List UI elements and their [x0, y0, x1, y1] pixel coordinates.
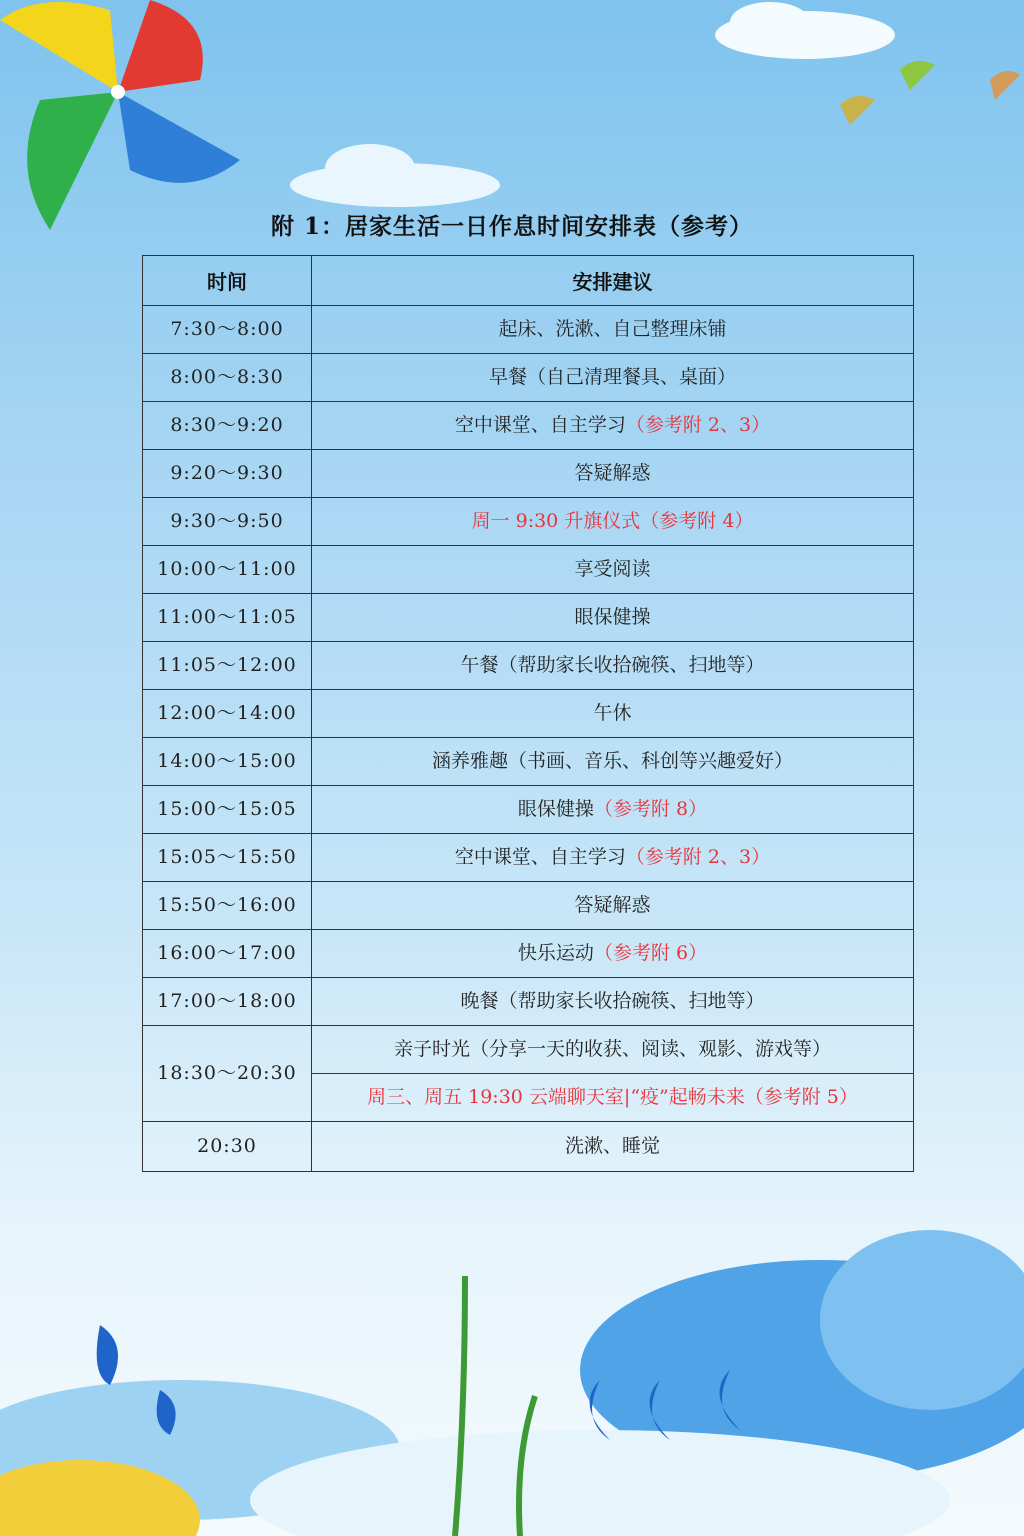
time-cell: 17:00～18:00	[143, 978, 312, 1026]
time-cell: 18:30～20:30	[143, 1026, 312, 1122]
table-row	[143, 306, 914, 354]
table-row	[143, 450, 914, 498]
plan-text: 享受阅读	[574, 558, 651, 581]
plan-note: （参考附 8）	[593, 798, 708, 821]
table-row	[143, 882, 914, 930]
plan-text: 空中课堂、自主学习	[454, 414, 626, 437]
table-row	[143, 594, 914, 642]
time-cell: 12:00～14:00	[143, 690, 312, 738]
plan-text: 答疑解惑	[574, 462, 651, 485]
plan-text: 眼保健操	[574, 606, 651, 629]
table-row	[143, 930, 914, 978]
page-title: 附 1：居家生活一日作息时间安排表（参考）	[270, 213, 753, 240]
plan-cell: 亲子时光（分享一天的收获、阅读、观影、游戏等）	[312, 1026, 914, 1074]
plan-text: 午休	[593, 702, 632, 725]
time-cell: 16:00～17:00	[143, 930, 312, 978]
plan-cell: 洗漱、睡觉	[312, 1122, 914, 1172]
time-cell: 14:00～15:00	[143, 738, 312, 786]
schedule-table	[142, 255, 914, 1172]
table-row	[143, 1122, 914, 1172]
table-row	[143, 738, 914, 786]
table-row-evening	[143, 1026, 914, 1074]
time-cell: 15:50～16:00	[143, 882, 312, 930]
table-row	[143, 498, 914, 546]
table-row	[143, 978, 914, 1026]
plan-note: （参考附 6）	[593, 942, 708, 965]
plan-note: 周一 9:30 升旗仪式（参考附 4）	[471, 510, 754, 533]
plan-cell	[312, 978, 914, 1026]
plan-note: （参考附 2、3）	[625, 414, 771, 437]
table-row	[143, 642, 914, 690]
birds-top-icon	[830, 50, 1024, 140]
plan-text: 快乐运动	[517, 942, 594, 965]
plan-cell	[312, 930, 914, 978]
table-row	[143, 402, 914, 450]
time-cell: 10:00～11:00	[143, 546, 312, 594]
pinwheel-decoration	[0, 0, 260, 240]
table-header-row	[143, 256, 914, 306]
time-cell: 9:20～9:30	[143, 450, 312, 498]
plan-cell	[312, 402, 914, 450]
table-row	[143, 690, 914, 738]
column-header-plan: 安排建议	[312, 256, 914, 306]
plan-cell	[312, 882, 914, 930]
plan-cell	[312, 594, 914, 642]
plan-cell	[312, 306, 914, 354]
table-row	[143, 546, 914, 594]
time-cell: 11:00～11:05	[143, 594, 312, 642]
plan-text: 早餐（自己清理餐具、桌面）	[488, 366, 736, 389]
table-row	[143, 354, 914, 402]
plan-cell	[312, 450, 914, 498]
bottom-scenery	[0, 1200, 1024, 1536]
plan-cell	[312, 642, 914, 690]
column-header-time: 时间	[143, 256, 312, 306]
time-cell: 7:30～8:00	[143, 306, 312, 354]
plan-cell	[312, 786, 914, 834]
plan-cell-note: 周三、周五 19:30 云端聊天室|“疫”起畅未来（参考附 5）	[312, 1074, 914, 1122]
plan-text: 午餐（帮助家长收拾碗筷、扫地等）	[460, 654, 765, 677]
plan-cell	[312, 546, 914, 594]
plan-text: 起床、洗漱、自己整理床铺	[498, 318, 727, 341]
time-cell: 11:05～12:00	[143, 642, 312, 690]
plan-cell	[312, 354, 914, 402]
plan-cell	[312, 690, 914, 738]
plan-text: 答疑解惑	[574, 894, 651, 917]
plan-text: 晚餐（帮助家长收拾碗筷、扫地等）	[460, 990, 765, 1013]
time-cell: 15:05～15:50	[143, 834, 312, 882]
time-cell: 15:00～15:05	[143, 786, 312, 834]
table-row	[143, 834, 914, 882]
plan-cell	[312, 498, 914, 546]
plan-note: （参考附 2、3）	[625, 846, 771, 869]
plan-text: 眼保健操	[517, 798, 594, 821]
table-row	[143, 786, 914, 834]
cloud-center	[285, 140, 505, 210]
plan-cell	[312, 738, 914, 786]
time-cell: 20:30	[143, 1122, 312, 1172]
time-cell: 9:30～9:50	[143, 498, 312, 546]
time-cell: 8:30～9:20	[143, 402, 312, 450]
plan-cell	[312, 834, 914, 882]
plan-text: 空中课堂、自主学习	[454, 846, 626, 869]
plan-text: 涵养雅趣（书画、音乐、科创等兴趣爱好）	[431, 750, 793, 773]
time-cell: 8:00～8:30	[143, 354, 312, 402]
